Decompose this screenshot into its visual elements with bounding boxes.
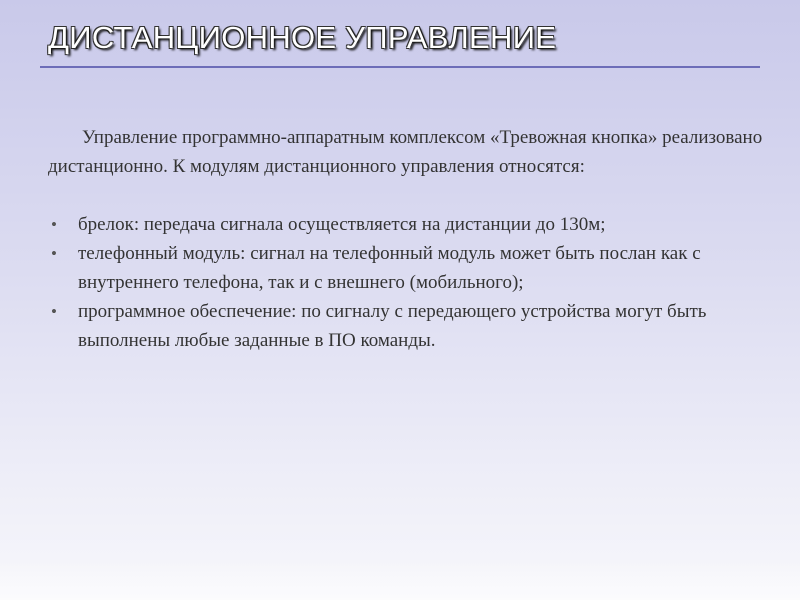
- intro-paragraph: Управление программно-аппаратным комплексом «Тревожная кнопка» реализовано дистанционно. К модулям дистанционного управления относятся:: [48, 127, 763, 177]
- title-divider: [40, 66, 760, 68]
- list-item-text: программное обеспечение: по сигналу с передающего устройства могут быть выполнены любые заданные в ПО команды.: [78, 301, 707, 351]
- list-item-phone-module: [48, 239, 766, 297]
- module-list: [48, 210, 766, 355]
- slide-body: [48, 123, 766, 355]
- slide-title: ДИСТАНЦИОННОЕ УПРАВЛЕНИЕ: [48, 20, 557, 55]
- list-item-text: телефонный модуль: сигнал на телефонный модуль может быть послан как с внутреннего телефона, так и с внешнего (мобильного);: [78, 243, 701, 293]
- list-item-text: брелок: передача сигнала осуществляется на дистанции до 130м;: [78, 214, 606, 235]
- bullet-icon: •: [51, 215, 57, 234]
- bullet-icon: •: [51, 244, 57, 263]
- list-item-software: [48, 297, 766, 355]
- bottom-fade: [0, 560, 800, 600]
- bullet-icon: •: [51, 302, 57, 321]
- paragraph-spacer: [48, 181, 766, 210]
- list-item-keyfob: [48, 210, 766, 239]
